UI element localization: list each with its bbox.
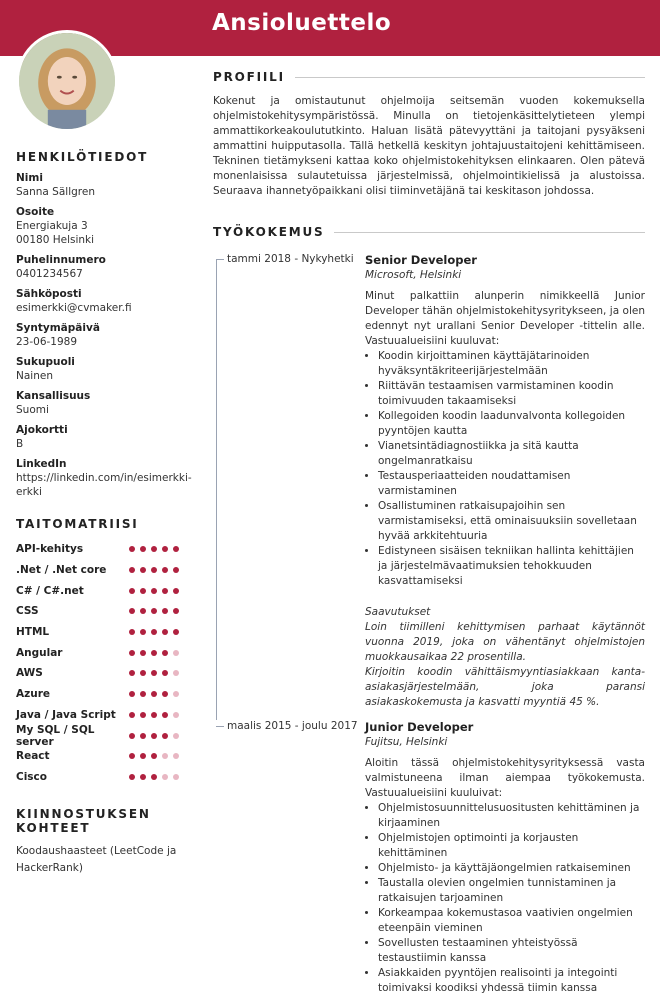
skill-level-dot: [129, 608, 135, 614]
skills-list: [16, 539, 201, 787]
skill-level-dot: [162, 774, 168, 780]
skill-level-dots: [129, 567, 179, 573]
skill-level-dot: [173, 733, 179, 739]
job-responsibilities: [365, 801, 645, 996]
skill-level-dot: [173, 691, 179, 697]
skill-row: [16, 725, 201, 746]
skill-level-dot: [162, 733, 168, 739]
job-responsibility-item: • Asiakkaiden pyyntöjen realisointi ja integointi toimivaksi koodiksi yhdessä tiimin kanssa: [378, 966, 645, 996]
skill-name: HTML: [16, 626, 50, 639]
job-entry: [213, 253, 645, 710]
skill-level-dot: [151, 691, 157, 697]
skill-name: C# / C#.net: [16, 584, 84, 597]
skill-level-dot: [173, 670, 179, 676]
skill-level-dot: [162, 670, 168, 676]
skill-level-dot: [151, 629, 157, 635]
job-title: Junior Developer: [365, 720, 474, 734]
skill-level-dot: [173, 629, 179, 635]
skill-level-dot: [173, 774, 179, 780]
interests-heading: KIINNOSTUKSEN KOHTEET: [16, 807, 151, 836]
job-responsibility-item: • Korkeampaa kokemustasoa vaativien ongelmien eteenpäin vieminen: [378, 906, 645, 936]
skill-level-dot: [129, 629, 135, 635]
job-responsibility-item: • Koodin kirjoittaminen käyttäjätarinoiden hyväksyntäkriteerijärjestelmään: [378, 349, 645, 379]
experience-heading-label: TYÖKOKEMUS: [213, 225, 325, 239]
skill-level-dots: [129, 774, 179, 780]
skill-name: My SQL / SQL server: [16, 723, 95, 748]
skill-row: [16, 622, 201, 643]
skill-level-dot: [162, 546, 168, 552]
skill-level-dot: [129, 546, 135, 552]
skill-level-dot: [162, 691, 168, 697]
job-responsibility-item: • Ohjelmistojen optimointi ja korjausten kehittäminen: [378, 831, 645, 861]
skill-row: [16, 767, 201, 788]
skill-row: [16, 539, 201, 560]
skill-row: [16, 560, 201, 581]
skill-level-dot: [173, 588, 179, 594]
skill-row: [16, 601, 201, 622]
profile-photo-image: [19, 33, 115, 129]
achievements-text: Loin tiimilleni kehittymisen parhaat käytännöt vuonna 2019, joka on vähentänyt ohjelmistojen muokkausaikaa 22 prosentilla. Kirjoitin koodin vähittäismyyntiasiakkaan kanta-asiakasjärjestelmään, joka paransi asiakaskokemusta ja kasvatti myyntiä 45 %.: [365, 621, 645, 708]
personal-info-label: Nimi: [16, 172, 43, 184]
personal-info-value: Sanna Sällgren: [16, 186, 95, 198]
skill-level-dots: [129, 712, 179, 718]
interests-text: Koodaushaasteet (LeetCode ja HackerRank): [16, 845, 177, 875]
personal-info-value: Nainen: [16, 370, 53, 382]
skill-level-dot: [129, 650, 135, 656]
skill-level-dot: [162, 588, 168, 594]
personal-info-value: Suomi: [16, 404, 49, 416]
skill-level-dot: [162, 650, 168, 656]
skills-heading: TAITOMATRIISI: [16, 517, 139, 531]
skill-row: [16, 663, 201, 684]
personal-info-value: https://linkedin.com/in/esimerkki-erkki: [16, 472, 192, 498]
skill-level-dots: [129, 650, 179, 656]
skill-name: Azure: [16, 688, 51, 701]
job-responsibility-item: • Kollegoiden koodin laadunvalvonta kollegoiden pyyntöjen kautta: [378, 409, 645, 439]
experience-heading: [213, 225, 645, 239]
skill-level-dot: [129, 670, 135, 676]
skill-level-dot: [151, 588, 157, 594]
skill-level-dot: [162, 567, 168, 573]
skill-name: AWS: [16, 667, 43, 680]
personal-info-label: Sukupuoli: [16, 356, 75, 368]
job-entry: [213, 720, 645, 996]
skill-row: [16, 684, 201, 705]
skill-level-dot: [140, 546, 146, 552]
skill-level-dot: [151, 546, 157, 552]
skill-row: [16, 746, 201, 767]
job-intro: Minut palkattiin alunperin nimikkeellä Junior Developer tähän ohjelmistokehitysyritykseen, ja olen edennyt nyt urallani Senior Developer -tittelin alle. Vastuualueisiini kuuluvat:: [365, 290, 645, 347]
skill-level-dots: [129, 753, 179, 759]
personal-info-label: Syntymäpäivä: [16, 322, 100, 334]
skill-level-dot: [140, 650, 146, 656]
personal-info-item: [16, 172, 201, 199]
achievements-heading: Saavutukset: [365, 606, 431, 618]
personal-info-item: [16, 322, 201, 349]
skill-name: Java / Java Script: [16, 708, 116, 721]
personal-info-label: Sähköposti: [16, 288, 82, 300]
personal-info-label: Osoite: [16, 206, 55, 218]
personal-info-value: Energiakuja 3 00180 Helsinki: [16, 220, 95, 246]
page-title: Ansioluettelo: [212, 10, 392, 36]
skill-level-dots: [129, 546, 179, 552]
job-responsibility-item: • Testausperiaatteiden noudattamisen varmistaminen: [378, 469, 645, 499]
job-responsibility-item: • Vianetsintädiagnostiikka ja sitä kautta ongelmanratkaisu: [378, 439, 645, 469]
skill-level-dots: [129, 733, 179, 739]
skill-row: [16, 642, 201, 663]
skill-level-dot: [173, 650, 179, 656]
personal-info-value: 0401234567: [16, 268, 83, 280]
profile-heading: [213, 70, 645, 84]
left-column: [16, 150, 201, 877]
skill-name: Cisco: [16, 770, 47, 783]
job-title: Senior Developer: [365, 253, 477, 267]
skill-level-dot: [173, 567, 179, 573]
skill-level-dot: [140, 691, 146, 697]
job-responsibility-item: • Sovellusten testaaminen yhteistyössä testaustiimin kanssa: [378, 936, 645, 966]
job-company: Microsoft, Helsinki: [365, 269, 462, 281]
personal-info-value: 23-06-1989: [16, 336, 78, 348]
job-responsibility-item: • Ohjelmisto- ja käyttäjäongelmien ratkaiseminen: [378, 861, 645, 876]
skill-level-dot: [140, 712, 146, 718]
skill-level-dot: [140, 629, 146, 635]
skill-level-dots: [129, 588, 179, 594]
skill-level-dot: [129, 733, 135, 739]
personal-info-list: [16, 172, 201, 499]
job-responsibilities: [365, 349, 645, 589]
personal-info-label: Kansallisuus: [16, 390, 91, 402]
personal-info-value: B: [16, 438, 24, 450]
skill-level-dot: [140, 774, 146, 780]
profile-text: Kokenut ja omistautunut ohjelmoija seitsemän vuoden kokemuksella ohjelmistokehitysympäristössä. Minulla on tietojenkäsittelytieteen ylempi ammattikorkeakoulututkinto. Haluan lisätä pätevyyttäni ja taitojani pysyäkseni ammattini huipputasolla. Tällä hetkellä keskityn johtajuustaitojeni kehittämiseen. Tekninen tietämykseni kattaa koko ohjelmistokehityksen elinkaaren. Olen pätevä monenlaisissa sulautetuissa järjestelmissä, ohjelmointikielissä ja alustoissa. Seuraava ihannetyöpaikkani olisi tiiminvetäjänä tai keskitason johdossa.: [213, 95, 645, 197]
skill-level-dot: [129, 588, 135, 594]
skill-level-dot: [173, 608, 179, 614]
job-responsibility-item: • Taustalla olevien ongelmien tunnistaminen ja ratkaisujen tarjoaminen: [378, 876, 645, 906]
skill-level-dot: [129, 774, 135, 780]
skill-name: React: [16, 750, 50, 763]
personal-info-item: [16, 206, 201, 247]
personal-info-item: [16, 356, 201, 383]
skills-section: [16, 517, 201, 787]
job-company: Fujitsu, Helsinki: [365, 736, 448, 748]
personal-info-item: [16, 288, 201, 315]
profile-photo: [16, 30, 118, 132]
experience-timeline: [213, 253, 645, 996]
skill-level-dot: [151, 733, 157, 739]
skill-level-dots: [129, 629, 179, 635]
skill-level-dot: [162, 629, 168, 635]
skill-level-dot: [129, 712, 135, 718]
skill-level-dot: [151, 608, 157, 614]
skill-level-dot: [140, 608, 146, 614]
skill-row: [16, 705, 201, 726]
skill-level-dot: [151, 753, 157, 759]
skill-level-dot: [162, 712, 168, 718]
skill-level-dot: [129, 567, 135, 573]
skill-name: Angular: [16, 646, 63, 659]
skill-name: .Net / .Net core: [16, 564, 107, 577]
skill-level-dot: [140, 567, 146, 573]
personal-info-value: esimerkki@cvmaker.fi: [16, 302, 132, 314]
skill-level-dot: [140, 733, 146, 739]
skill-name: API-kehitys: [16, 543, 84, 556]
skill-level-dots: [129, 670, 179, 676]
personal-info-heading: HENKILÖTIEDOT: [16, 150, 149, 164]
skill-level-dot: [151, 712, 157, 718]
personal-info-label: LinkedIn: [16, 458, 67, 470]
interests-section: [16, 807, 201, 877]
job-date: maalis 2015 - joulu 2017: [213, 720, 365, 996]
profile-heading-divider: [295, 77, 645, 78]
skill-level-dots: [129, 691, 179, 697]
skill-level-dot: [151, 670, 157, 676]
personal-info-item: [16, 458, 201, 499]
personal-info-item: [16, 390, 201, 417]
skill-level-dot: [173, 546, 179, 552]
skill-level-dot: [140, 670, 146, 676]
job-date: tammi 2018 - Nykyhetki: [213, 253, 365, 710]
job-list: [213, 253, 645, 996]
job-responsibility-item: • Ohjelmistosuunnittelusuositusten kehittäminen ja kirjaaminen: [378, 801, 645, 831]
skill-level-dot: [129, 691, 135, 697]
personal-info-label: Puhelinnumero: [16, 254, 106, 266]
personal-info-item: [16, 254, 201, 281]
right-column: [213, 70, 645, 996]
skill-level-dot: [151, 774, 157, 780]
skill-level-dot: [151, 650, 157, 656]
skill-level-dot: [173, 753, 179, 759]
skill-level-dot: [140, 753, 146, 759]
skill-name: CSS: [16, 605, 39, 618]
personal-info-item: [16, 424, 201, 451]
skill-level-dot: [162, 608, 168, 614]
profile-heading-label: PROFIILI: [213, 70, 285, 84]
skill-level-dot: [151, 567, 157, 573]
skill-level-dot: [173, 712, 179, 718]
job-responsibility-item: • Edistyneen sisäisen tekniikan hallinta kehittäjien ja järjestelmävaatimuksien tehokkuuden kasvattamiseksi: [378, 544, 645, 589]
job-body: [365, 253, 645, 710]
personal-info-label: Ajokortti: [16, 424, 68, 436]
skill-level-dot: [140, 588, 146, 594]
job-intro: Aloitin tässä ohjelmistokehitysyrityksessä vasta valmistuneena ilman aiempaa työkokemusta. Vastuualueisiini kuuluivat:: [365, 757, 645, 799]
experience-heading-divider: [334, 232, 645, 233]
job-responsibility-item: • Riittävän testaamisen varmistaminen koodin toimivuuden takaamiseksi: [378, 379, 645, 409]
skill-level-dots: [129, 608, 179, 614]
skill-level-dot: [162, 753, 168, 759]
job-body: [365, 720, 645, 996]
skill-level-dot: [129, 753, 135, 759]
skill-row: [16, 580, 201, 601]
job-responsibility-item: • Osallistuminen ratkaisupajoihin sen varmistamiseksi, että ominaisuuksiin sovelletaan hyvää arkkitehtuuria: [378, 499, 645, 544]
